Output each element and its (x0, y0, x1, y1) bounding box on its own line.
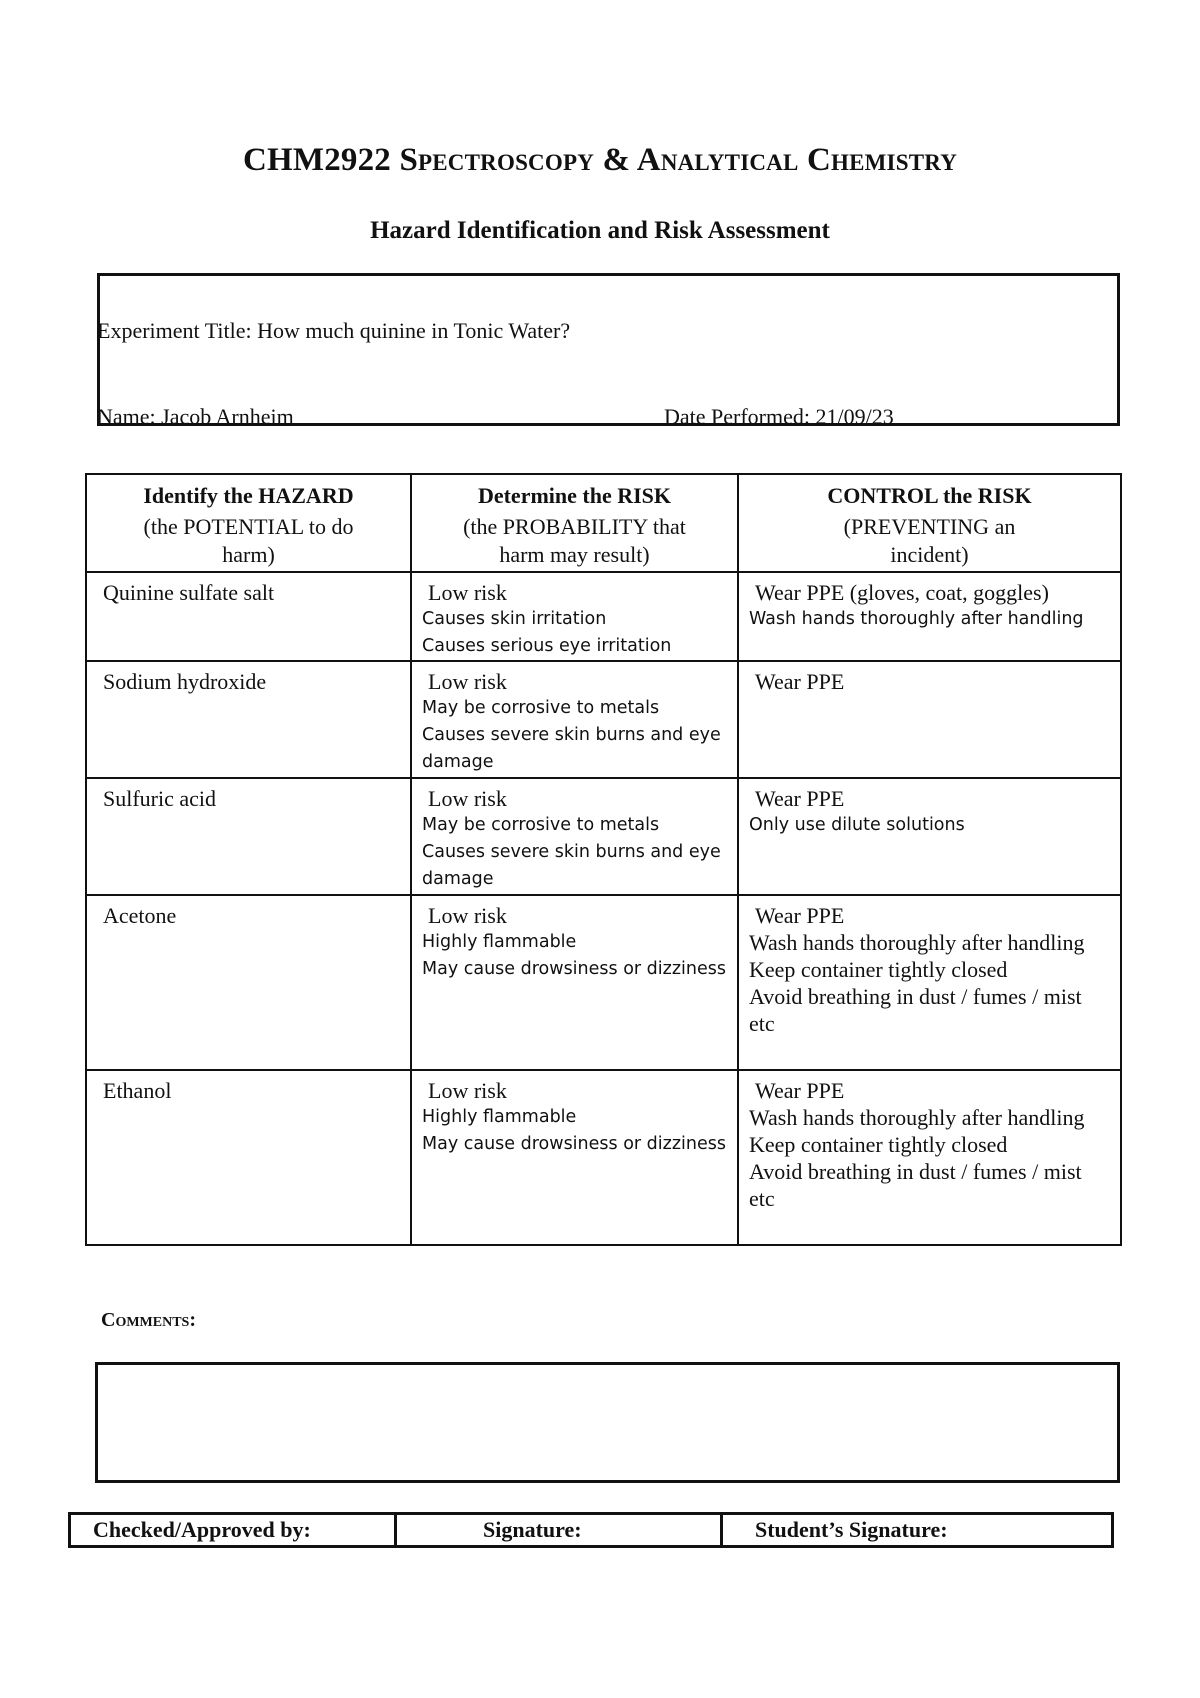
student-signature-field[interactable]: Student’s Signature: (722, 1514, 1113, 1547)
header-risk: Determine the RISK (the PROBABILITY that harm may result) (411, 474, 738, 572)
document-subtitle: Hazard Identification and Risk Assessment (370, 217, 830, 244)
risk-cell: Low risk Highly flammable May cause drowsiness or dizziness (411, 1070, 738, 1245)
risk-cell: Low risk May be corrosive to metals Causes severe skin burns and eye damage (411, 778, 738, 895)
control-cell: Wear PPE Wash hands thoroughly after handling Keep container tightly closed Avoid breathing in dust / fumes / mist etc (738, 895, 1121, 1070)
hazard-cell: Ethanol (86, 1070, 411, 1245)
table-row (86, 778, 1121, 895)
experiment-info-box (97, 273, 1120, 429)
signature-field[interactable]: Signature: (396, 1514, 722, 1547)
hazard-cell: Sulfuric acid (86, 778, 411, 895)
control-cell: Wear PPE (738, 661, 1121, 778)
table-row (86, 661, 1121, 778)
risk-cell: Low risk Causes skin irritation Causes serious eye irritation (411, 572, 738, 661)
table-row (86, 1070, 1121, 1245)
table-row (86, 572, 1121, 661)
signature-table (68, 1512, 1114, 1548)
hazard-cell: Acetone (86, 895, 411, 1070)
document-title (0, 142, 1200, 179)
checked-approved-by-field[interactable]: Checked/Approved by: (70, 1514, 396, 1547)
risk-cell: Low risk Highly flammable May cause drowsiness or dizziness (411, 895, 738, 1070)
hazard-risk-table (85, 473, 1122, 1246)
experiment-title: Experiment Title: How much quinine in Tonic Water? (97, 318, 571, 343)
header-control: CONTROL the RISK (PREVENTING an incident) (738, 474, 1121, 572)
header-hazard: Identify the HAZARD (the POTENTIAL to do harm) (86, 474, 411, 572)
comments-box[interactable] (95, 1362, 1120, 1483)
table-row (86, 895, 1121, 1070)
control-cell: Wear PPE Wash hands thoroughly after handling Keep container tightly closed Avoid breathing in dust / fumes / mist etc (738, 1070, 1121, 1245)
date-performed: Date Performed: 21/09/23 (664, 404, 894, 429)
table-header-row (86, 474, 1121, 572)
signature-row (70, 1514, 1113, 1547)
hazard-cell: Quinine sulfate salt (86, 572, 411, 661)
control-cell: Wear PPE Only use dilute solutions (738, 778, 1121, 895)
comments-label: Comments: (101, 1309, 196, 1331)
course-name: Spectroscopy & Analytical Chemistry (399, 142, 958, 178)
control-cell: Wear PPE (gloves, coat, goggles) Wash hands thoroughly after handling (738, 572, 1121, 661)
course-code: CHM2922 (242, 142, 392, 178)
hazard-cell: Sodium hydroxide (86, 661, 411, 778)
risk-cell: Low risk May be corrosive to metals Causes severe skin burns and eye damage (411, 661, 738, 778)
student-name: Name: Jacob Arnheim (97, 404, 294, 429)
